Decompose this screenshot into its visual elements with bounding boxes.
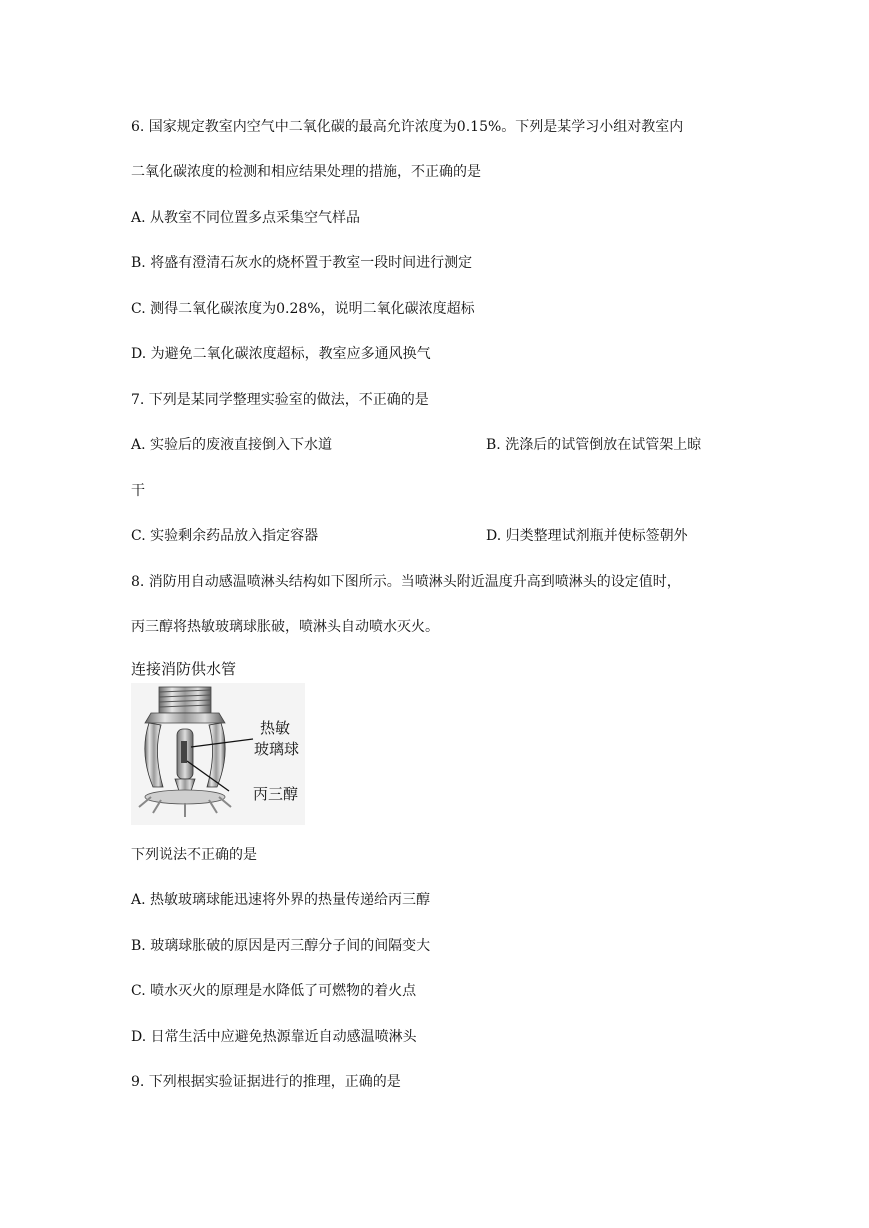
q8-option-d: D. 日常生活中应避免热源靠近自动感温喷淋头 — [131, 1029, 417, 1045]
thread-section — [159, 687, 211, 713]
q6-stem-line2: 二氧化碳浓度的检测和相应结果处理的措施，不正确的是 — [131, 164, 481, 180]
q8-option-a: A. 热敏玻璃球能迅速将外界的热量传递给丙三醇 — [131, 892, 431, 908]
q8-option-b: B. 玻璃球胀破的原因是丙三醇分子间的间隔变大 — [131, 938, 431, 954]
q7-option-a: A. 实验后的废液直接倒入下水道 — [131, 437, 333, 453]
q7-option-b-continued: 干 — [131, 483, 145, 499]
q6-option-d: D. 为避免二氧化碳浓度超标，教室应多通风换气 — [131, 346, 431, 362]
q6-option-b: B. 将盛有澄清石灰水的烧杯置于教室一段时间进行测定 — [131, 255, 473, 271]
q7-option-c: C. 实验剩余药品放入指定容器 — [131, 528, 319, 544]
q7-option-d: D. 归类整理试剂瓶并使标签朝外 — [486, 528, 688, 544]
q8-stem-line2: 丙三醇将热敏玻璃球胀破，喷淋头自动喷水灭火。 — [131, 619, 439, 635]
q6-option-c: C. 测得二氧化碳浓度为0.28%，说明二氧化碳浓度超标 — [131, 301, 475, 317]
figure-caption: 连接消防供水管 — [131, 660, 237, 678]
label-glycerol: 丙三醇 — [253, 785, 299, 803]
q6-option-a: A. 从教室不同位置多点采集空气样品 — [131, 210, 361, 226]
label-heat-sensitive-2: 玻璃球 — [254, 740, 300, 758]
q7-option-b: B. 洗涤后的试管倒放在试管架上晾 — [486, 437, 702, 453]
q8-option-c: C. 喷水灭火的原理是水降低了可燃物的着火点 — [131, 983, 417, 999]
q9-stem: 9. 下列根据实验证据进行的推理，正确的是 — [131, 1074, 401, 1090]
q8-stem-line1: 8. 消防用自动感温喷淋头结构如下图所示。当喷淋头附近温度升高到喷淋头的设定值时， — [131, 574, 681, 590]
label-heat-sensitive-1: 热敏 — [260, 719, 291, 737]
q7-stem: 7. 下列是某同学整理实验室的做法，不正确的是 — [131, 392, 429, 408]
q8-prompt: 下列说法不正确的是 — [131, 847, 257, 863]
q6-stem-line1: 6. 国家规定教室内空气中二氧化碳的最高允许浓度为0.15%。下列是某学习小组对教室内 — [131, 119, 684, 135]
